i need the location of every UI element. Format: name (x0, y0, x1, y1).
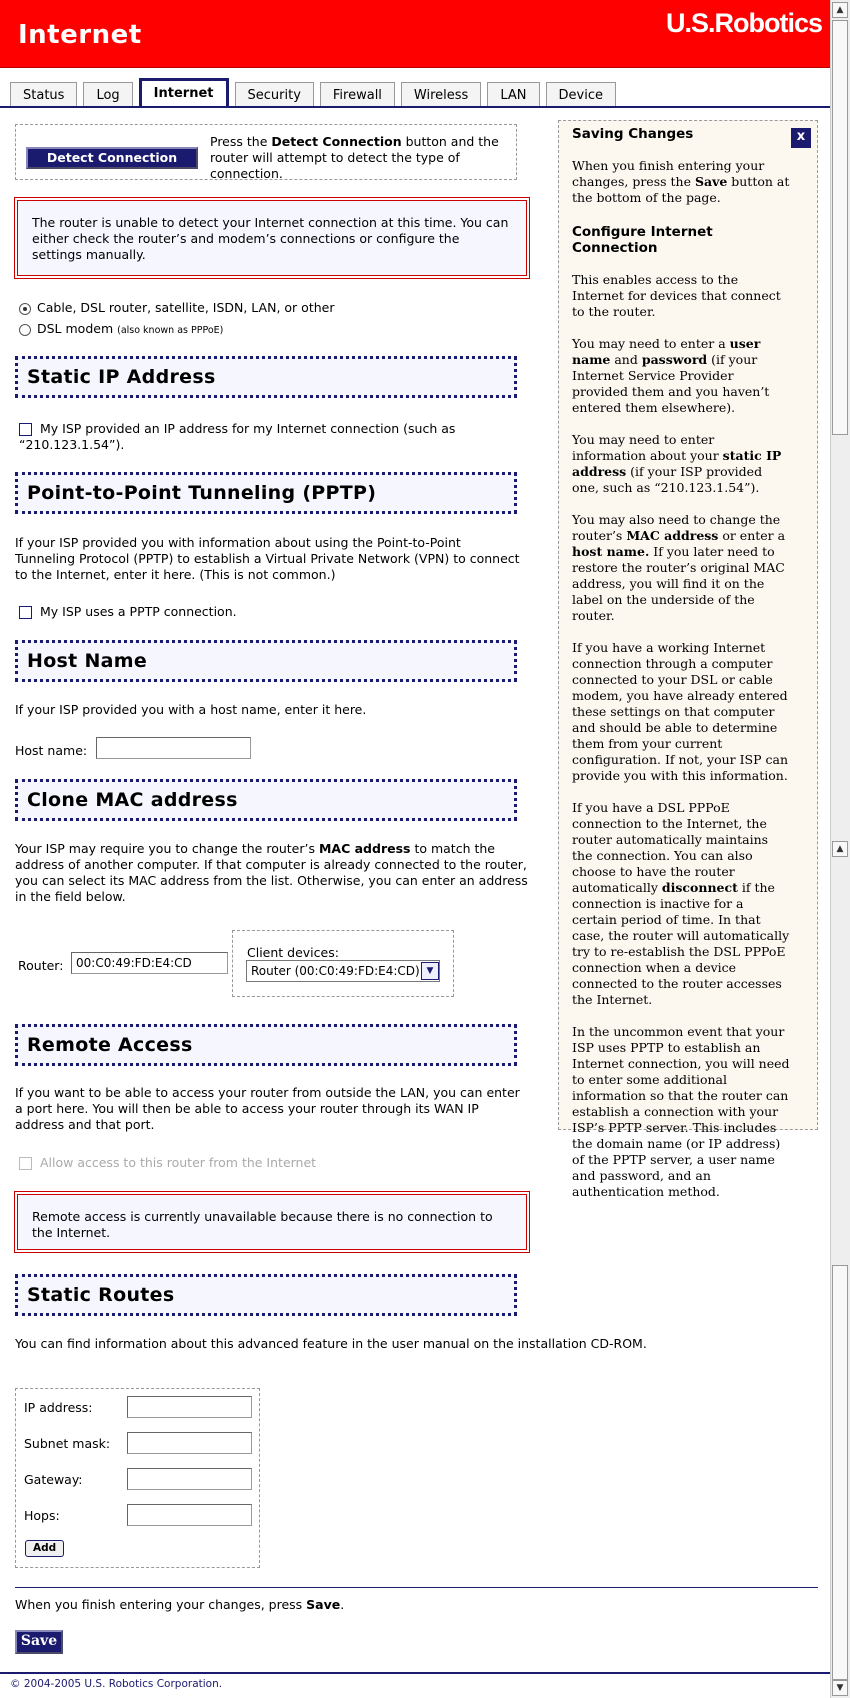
remote-access-description: If you want to be able to access your router from outside the LAN, you can enter a port here. You will then be able to access your router through its WAN IP address and that port. (15, 1085, 520, 1132)
clone-mac-description: Your ISP may require you to change the router’s MAC address to match the address of another computer. If that computer is already connected to the router, you can select its MAC address from the list. Otherwise, you can enter an address in the field below. (15, 841, 528, 904)
client-devices-label: Client devices: (247, 945, 339, 960)
section-static-routes: Static Routes (15, 1274, 517, 1316)
tab-bar (10, 78, 616, 106)
help-paragraph: This enables access to the Internet for devices that connect to the router. (572, 272, 781, 319)
help-paragraph: You may also need to change the router’s MAC address or enter a host name. If you later need to restore the router’s original MAC address, you will find it on the label on the underside of the router. (572, 512, 786, 623)
radio-option-cable[interactable] (19, 300, 334, 315)
pptp-checkbox[interactable] (19, 606, 32, 619)
radio-dsl-label: DSL modem (37, 321, 114, 336)
router-mac-label: Router: (18, 958, 64, 973)
tab-log[interactable]: Log (83, 82, 132, 108)
scroll-down-icon[interactable]: ▼ (832, 1680, 848, 1696)
tab-divider (0, 106, 830, 108)
help-paragraph: In the uncommon event that your ISP uses PPTP to establish an Internet connection, you will need to enter some additional information so that the router can establish a connection with your ISP’s PPTP server. This includes the domain name (or IP address) of the PPTP server, a user name and password, and an authentication method. (572, 1024, 790, 1199)
static-ip-checkbox[interactable] (19, 423, 32, 436)
route-hops-input[interactable] (127, 1504, 252, 1526)
help-title-saving: Saving Changes (572, 126, 694, 142)
static-routes-description: You can find information about this advanced feature in the user manual on the installation CD-ROM. (15, 1336, 647, 1351)
help-paragraph: If you have a working Internet connection through a computer connected to your DSL or cable modem, you have already entered these settings on that computer and should be able to determine them from your current configuration. If not, your ISP can provide you with this information. (572, 640, 788, 783)
section-pptp: Point-to-Point Tunneling (PPTP) (15, 472, 517, 514)
help-paragraph: If you have a DSL PPPoE connection to the Internet, the router automatically maintains the connection. You can also choose to have the router automatically disconnect if the connection is inactive for a certain period of time. In that case, the router will automatically try to re-establish the DSL PPPoE connection when a device connected to the router accesses the Internet. (572, 800, 790, 1007)
section-host-name: Host Name (15, 640, 517, 682)
help-paragraph: When you finish entering your changes, press the Save button at the bottom of the page. (572, 158, 790, 205)
router-mac-input[interactable]: 00:C0:49:FD:E4:CD (71, 952, 228, 974)
add-route-button[interactable]: Add (25, 1540, 64, 1557)
copyright: © 2004-2005 U.S. Robotics Corporation. (10, 1678, 223, 1690)
save-instructions: When you finish entering your changes, press Save. (15, 1597, 345, 1612)
page-title: Internet (18, 20, 142, 50)
detect-alert: The router is unable to detect your Internet connection at this time. You can either check the router’s and modem’s connections or configure the settings manually. (17, 200, 527, 276)
radio-cable[interactable] (19, 303, 31, 315)
remote-access-option[interactable] (19, 1155, 316, 1170)
client-devices-selected: Router (00:C0:49:FD:E4:CD) (251, 964, 420, 978)
tab-internet[interactable]: Internet (139, 78, 229, 108)
radio-dsl-note: (also known as PPPoE) (117, 325, 224, 336)
scroll-up-icon[interactable]: ▲ (832, 841, 848, 857)
tab-firewall[interactable]: Firewall (320, 82, 395, 108)
host-name-description: If your ISP provided you with a host name, enter it here. (15, 702, 367, 717)
section-clone-mac: Clone MAC address (15, 779, 517, 821)
route-ip-input[interactable] (127, 1396, 252, 1418)
tab-status[interactable]: Status (10, 82, 77, 108)
radio-option-dsl[interactable] (19, 321, 223, 336)
tab-device[interactable]: Device (546, 82, 616, 108)
scrollbar-thumb[interactable] (832, 20, 848, 435)
client-devices-select[interactable] (246, 960, 440, 982)
host-name-input[interactable] (96, 737, 251, 759)
scrollbar-thumb[interactable] (832, 1265, 848, 1680)
remote-access-alert: Remote access is currently unavailable because there is no connection to the Internet. (17, 1194, 527, 1250)
section-remote-access: Remote Access (15, 1024, 517, 1066)
footer-divider (0, 1672, 830, 1674)
route-subnet-label: Subnet mask: (24, 1436, 111, 1451)
route-hops-label: Hops: (24, 1508, 60, 1523)
host-name-label: Host name: (15, 743, 88, 758)
help-paragraph: You may need to enter a user name and password (if your Internet Service Provider provided them and you haven’t entered them elsewhere). (572, 336, 770, 415)
radio-cable-label: Cable, DSL router, satellite, ISDN, LAN, or other (37, 300, 335, 315)
save-divider (15, 1587, 818, 1588)
tab-lan[interactable]: LAN (487, 82, 539, 108)
pptp-option[interactable] (19, 604, 237, 619)
section-static-ip: Static IP Address (15, 356, 517, 398)
route-gateway-input[interactable] (127, 1468, 252, 1490)
tab-wireless[interactable]: Wireless (401, 82, 481, 108)
route-subnet-input[interactable] (127, 1432, 252, 1454)
remote-access-checkbox-label: Allow access to this router from the Internet (40, 1155, 317, 1170)
help-title-configure: Configure Internet Connection (572, 224, 713, 256)
help-content (572, 126, 792, 1200)
route-ip-label: IP address: (24, 1400, 93, 1415)
scroll-up-icon[interactable]: ▲ (832, 2, 848, 18)
pptp-description: If your ISP provided you with information about using the Point-to-Point Tunneling Protocol (PPTP) to establish a Virtual Private Network (VPN) to connect to the Internet, enter it here. (This is not common.) (15, 535, 520, 582)
brand-logo: U.S.Robotics (665, 8, 822, 38)
radio-dsl[interactable] (19, 324, 31, 336)
static-ip-option[interactable] (19, 421, 509, 453)
close-icon[interactable]: x (791, 128, 811, 148)
detect-connection-description: Press the Detect Connection button and the router will attempt to detect the type of connection. (210, 134, 499, 181)
static-ip-checkbox-label: My ISP provided an IP address for my Internet connection (such as “210.123.1.54”). (19, 421, 456, 452)
save-button[interactable]: Save (15, 1630, 63, 1654)
tab-security[interactable]: Security (235, 82, 314, 108)
detect-connection-button[interactable]: Detect Connection (26, 147, 198, 169)
route-gateway-label: Gateway: (24, 1472, 83, 1487)
remote-access-checkbox[interactable] (19, 1157, 32, 1170)
chevron-down-icon[interactable]: ▼ (421, 962, 439, 980)
help-paragraph: You may need to enter information about your static IP address (if your ISP provided one, such as “210.123.1.54”). (572, 432, 782, 495)
pptp-checkbox-label: My ISP uses a PPTP connection. (40, 604, 237, 619)
